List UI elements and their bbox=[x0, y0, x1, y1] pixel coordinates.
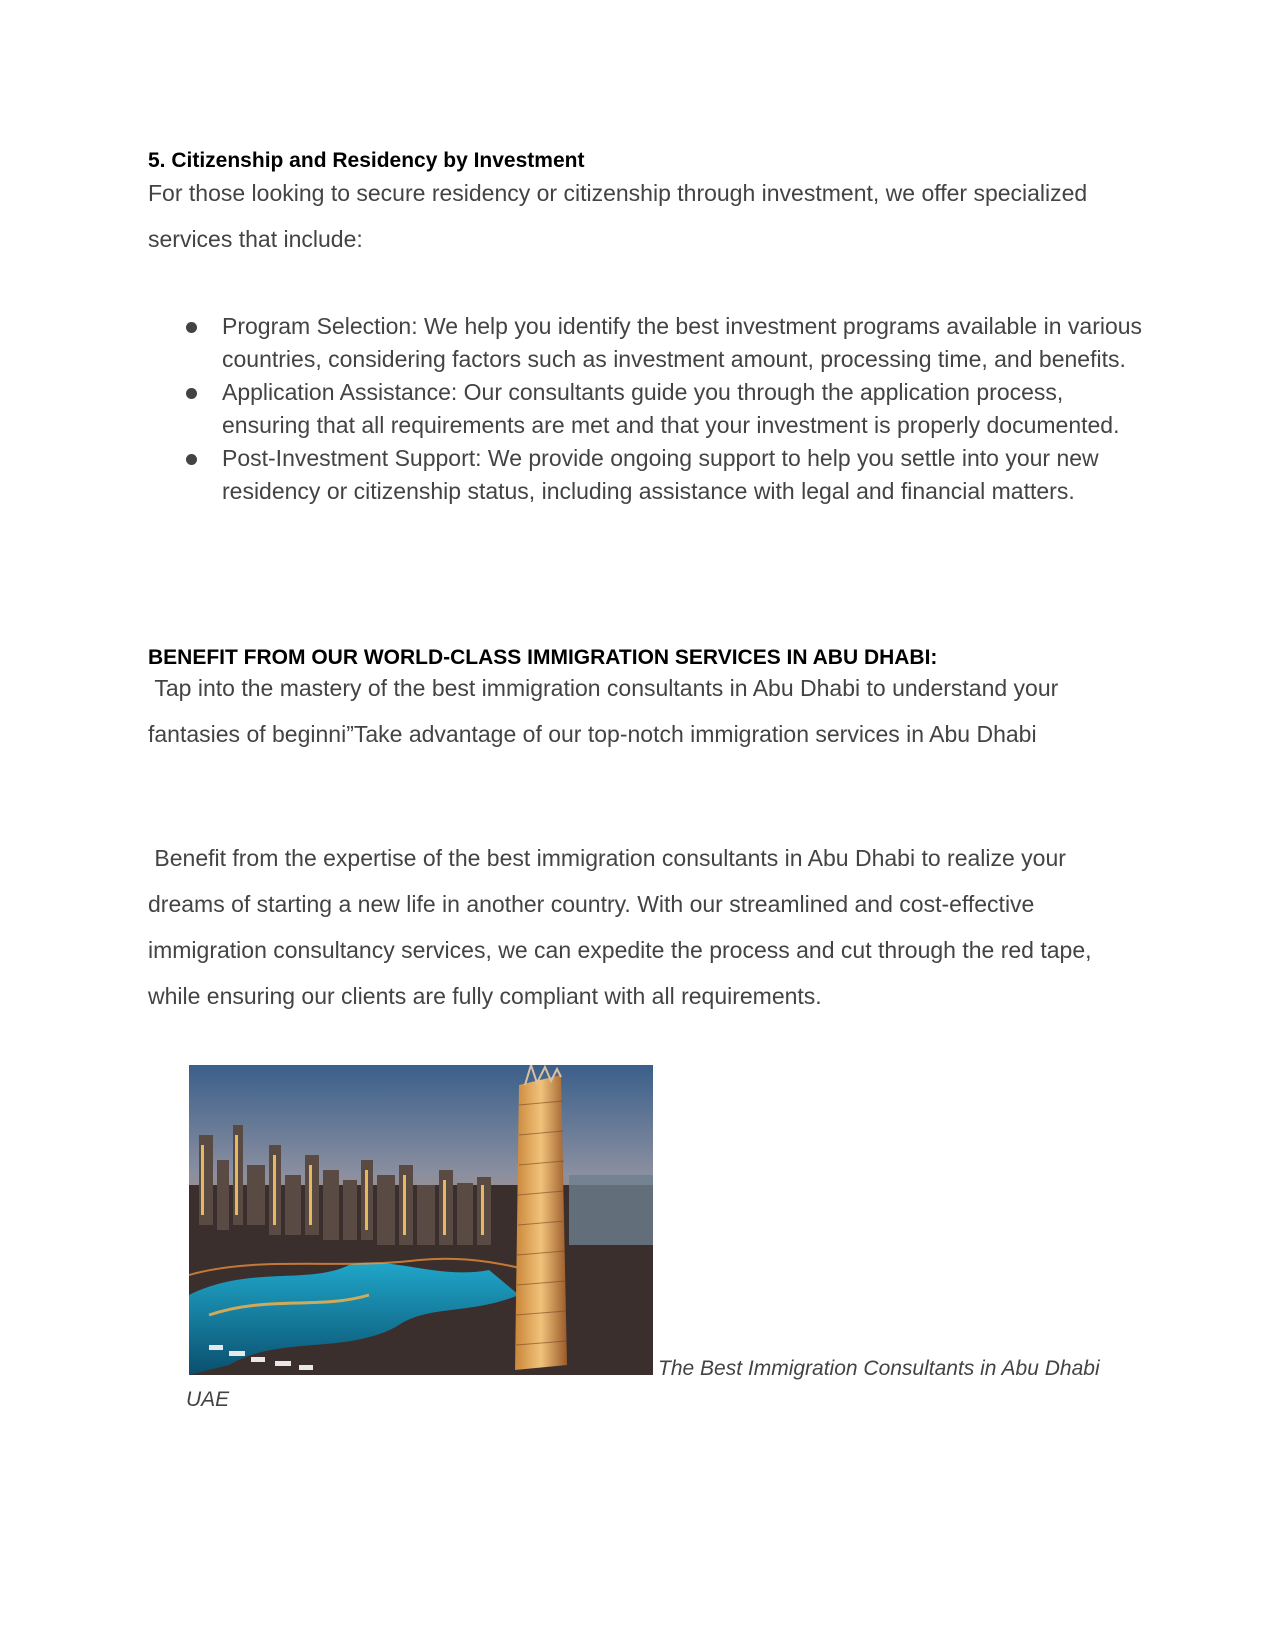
bullet-icon bbox=[186, 454, 197, 465]
benefit-paragraph-1: Tap into the mastery of the best immigration consultants in Abu Dhabi to understand your fantasies of beginni”Take advantage of our top-notch immigration services in Abu Dhabi bbox=[148, 675, 1065, 747]
bullet-icon bbox=[186, 322, 197, 333]
list-item-text: Post-Investment Support: We provide ongoing support to help you settle into your new residency or citizenship status, including assistance with legal and financial matters. bbox=[222, 445, 1099, 504]
section-title-citizenship: 5. Citizenship and Residency by Investment bbox=[148, 149, 585, 172]
bullet-icon bbox=[186, 388, 197, 399]
figure-caption-line-2: UAE bbox=[186, 1388, 230, 1411]
services-list bbox=[148, 310, 1148, 508]
list-item bbox=[148, 310, 1148, 376]
benefit-paragraph-2: Benefit from the expertise of the best immigration consultants in Abu Dhabi to realize your dreams of starting a new life in another country. With our streamlined and cost-effective immigration consultancy services, we can expedite the process and cut through the red tape, while ensuring our clients are fully compliant with all requirements. bbox=[148, 845, 1098, 1009]
list-item bbox=[148, 376, 1148, 442]
section-intro: For those looking to secure residency or citizenship through investment, we offer specialized services that include: bbox=[148, 180, 1094, 252]
list-item-text: Program Selection: We help you identify the best investment programs available in various countries, considering factors such as investment amount, processing time, and benefits. bbox=[222, 313, 1143, 372]
figure-caption-line-1: The Best Immigration Consultants in Abu Dhabi bbox=[658, 1357, 1100, 1380]
section-title-benefit: BENEFIT FROM OUR WORLD-CLASS IMMIGRATION SERVICES IN ABU DHABI: bbox=[148, 646, 938, 669]
list-item-text: Application Assistance: Our consultants guide you through the application process, ensuring that all requirements are met and that your investment is properly documented. bbox=[222, 379, 1120, 438]
list-item bbox=[148, 442, 1148, 508]
abu-dhabi-skyline-photo bbox=[189, 1065, 653, 1375]
